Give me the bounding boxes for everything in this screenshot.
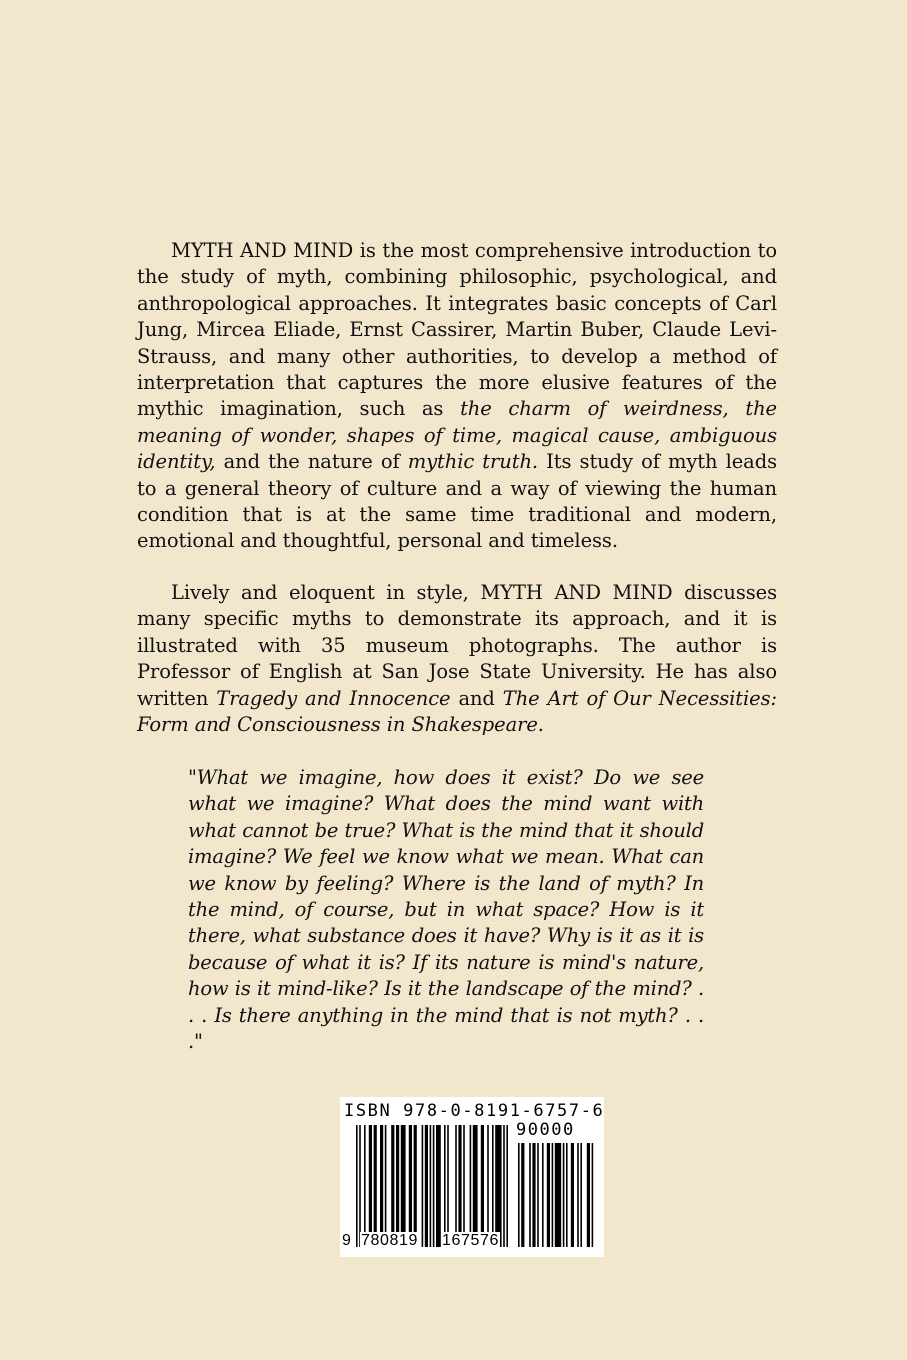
barcode-bar [566,1143,568,1247]
barcode-bar [563,1143,565,1247]
barcode-bar [455,1125,457,1247]
barcode-bar [529,1143,531,1247]
barcode-bar [385,1125,387,1247]
barcode-bar [542,1143,544,1247]
italic-phrase: the charm of weirdness, the meaning of wonder, shapes of time, magical cause, ambiguous identity, [137,397,777,474]
barcode-bar [359,1125,361,1247]
barcode-bar [532,1143,535,1247]
barcode-bar [436,1125,441,1247]
barcode-bar [433,1125,435,1247]
barcode-bar [492,1125,494,1247]
barcode-bar [414,1125,417,1247]
barcode-bar [518,1143,520,1247]
text: MYTH AND MIND is the most comprehensive introduction to the study of myth, combining philosophic, psychological, and anthropological approaches. It integrates basic concepts of Carl Jung, Mircea Eliade, Ernst Cassirer, Martin Buber, Claude Levi-Strauss, and many other authorities, to develop a method of interpretation that captures the more elusive features of the mythic imagination, such as [137,239,777,421]
barcode-bar [369,1125,372,1247]
barcode-bar [552,1143,554,1247]
text: and the nature of [215,450,408,474]
barcode-bar [444,1125,446,1247]
barcode-bar [425,1125,428,1247]
barcode-bar [396,1125,399,1247]
barcode-bar [571,1143,574,1247]
barcode-bar [473,1125,478,1247]
isbn-barcode [340,1097,604,1257]
barcode-bar [380,1125,383,1247]
barcode-bar [506,1125,508,1247]
text: and [450,686,503,710]
barcode-bar [587,1143,590,1247]
barcode-bar [374,1125,377,1247]
barcode-digits-right: 167576 [442,1232,499,1249]
barcode-bar [555,1143,561,1247]
italic-phrase: mythic truth. [407,450,539,474]
barcode-bar [364,1125,366,1247]
barcode-bar [521,1143,524,1247]
description-paragraph [137,238,777,555]
barcode-bar [401,1125,406,1247]
barcode-digits-left: 780819 [361,1232,418,1249]
barcode-bar [458,1125,461,1247]
price-code: 90000 [516,1120,575,1140]
isbn-label: ISBN 978-0-8191-6757-6 [344,1101,605,1121]
barcode-bar [503,1125,505,1247]
barcode-bar [547,1143,550,1247]
book-title: Tragedy and Innocence [216,686,451,710]
barcode-bar [481,1125,484,1247]
barcode-bar [463,1125,465,1247]
text: Lively and eloquent in style, MYTH AND MIND discusses many specific myths to demonstrate its approach, and it is illustrated with 35 museum photographs. The author is Professor of English at San Jose State University. He has also written [137,581,777,710]
text: Its study of myth leads to a general theory of culture and a way of viewing the human condition that is at the same time traditional and modern, emotional and thoughtful, personal and timeless. [137,450,777,553]
barcode-lead-digit: 9 [342,1232,351,1249]
author-paragraph [137,580,777,738]
barcode-bar [470,1125,472,1247]
barcode-bar [430,1125,432,1247]
barcode-bar [577,1143,579,1247]
barcode-bar [356,1125,358,1247]
quote-block: "What we imagine, how does it exist? Do we see what we imagine? What does the mind want with what cannot be true? What is the mind that it should imagine? We feel we know what we mean. What can we know by feeling? Where is the land of myth? In the mind, of course, but in what space? How is it there, what substance does it have? Why is it as it is because of what it is? If its nature is mind's nature, how is it mind-like? Is it the landscape of the mind? . . . Is there anything in the mind that is not myth? . . ." [188,766,704,1054]
barcode-bar [447,1125,449,1247]
barcode-bar [409,1125,412,1247]
text: . [537,713,544,737]
barcode-bar [422,1125,424,1247]
barcode-bar [592,1143,594,1247]
barcode-bar [487,1125,489,1247]
barcode-bar [580,1143,582,1247]
book-title: The Art of Our Necessities: Form and Consciousness in Shakespeare [137,686,777,737]
barcode-bar [391,1125,394,1247]
barcode-bar [537,1143,539,1247]
barcode-bar [495,1125,501,1247]
